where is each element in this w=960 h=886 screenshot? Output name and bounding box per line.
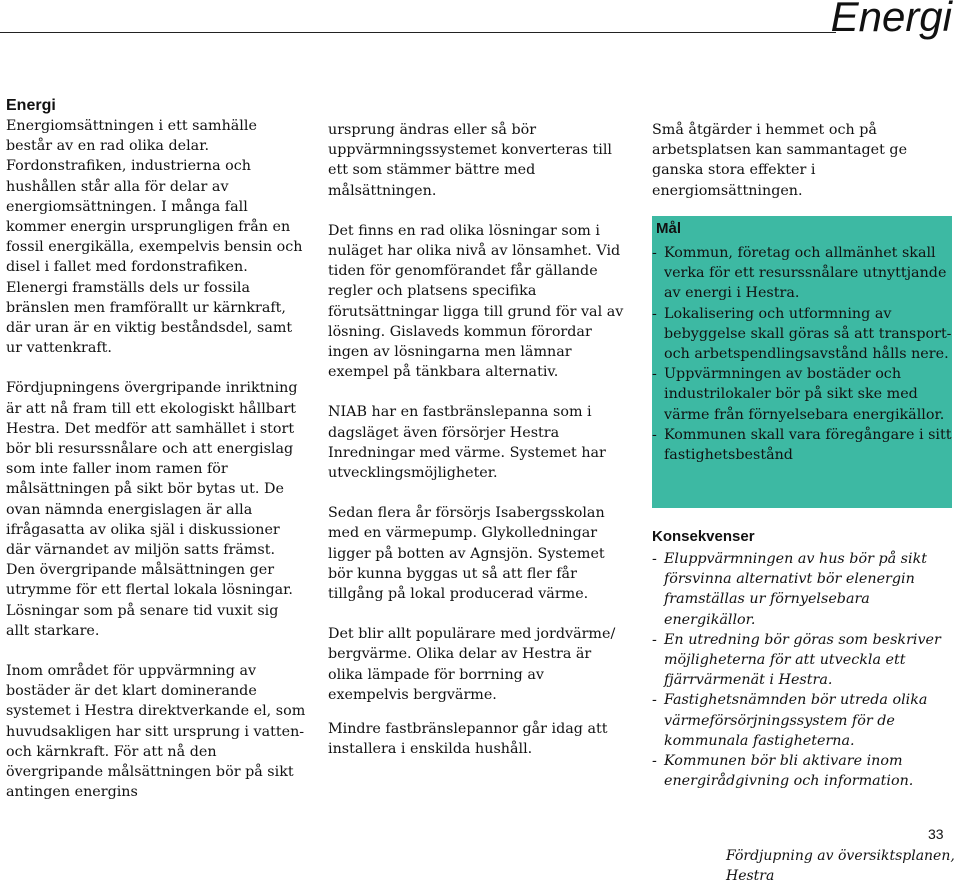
paragraph: Inom området för uppvärmning av bostäder är det klart dominerande systemet i Hestra direktverkande el, som huvudsakligen har sitt ursprung i vatten- och kärnkraft. För att nå den övergripande målsättningen bör på sikt antingen energins: [6, 663, 306, 801]
consequence-item: - Eluppvärmningen av hus bör på sikt försvinna alternativt bör elenergin framställas ur förnyelsebara energikällor.: [652, 551, 927, 628]
goal-item: - Uppvärmningen av bostäder och industrilokaler bör på sikt ske med värme från förnyelsebara energikällor.: [652, 366, 945, 423]
goals-list: [652, 243, 952, 465]
paragraph: Energiomsättningen i ett samhälle består av en rad olika delar. Fordonstrafiken, industrierna och hushållen står alla för delar av energiomsättningen. I många fall kommer energin ursprungligen från en fossil energikälla, exempelvis bensin och disel i fallet med fordonstrafiken. Elenergi framställs dels ur fossila bränslen men framförallt ur kärnkraft, där uran är en viktig beståndsdel, samt ur vattenkraft.: [6, 118, 303, 357]
page-title: Energi: [830, 0, 952, 40]
paragraph: Det finns en rad olika lösningar som i nuläget har olika nivå av lönsamhet. Vid tiden för genomförandet får gällande regler och platsens specifika förutsättningar ligga till grund för val av lösning. Gislaveds kommun förordar ingen av lösningarna men lämnar exempel på tänkbara alternativ.: [328, 222, 624, 381]
goals-heading: Mål: [656, 220, 682, 237]
header-rule: [0, 32, 836, 33]
consequence-item: - Fastighetsnämnden bör utreda olika värmeförsörjningssystem för de kommunala fastigheterna.: [652, 692, 928, 749]
goal-item: - Lokalisering och utformning av bebyggelse skall göras så att transport- och arbetspendlingsavstånd hålls nere.: [652, 305, 952, 363]
footer-caption: Fördjupning av översiktsplanen, Hestra: [726, 848, 955, 884]
section-heading: Energi: [6, 97, 56, 114]
column-2: [328, 120, 628, 759]
paragraph: Små åtgärder i hemmet och på arbetsplatsen kan sammantaget ge ganska stora effekter i energiomsättningen.: [652, 122, 908, 199]
paragraph: Fördjupningens övergripande inriktning är att nå fram till ett ekologiskt hållbart Hestra. Det medför att samhället i stort bör bli resurssnålare och att energislag som inte faller inom ramen för målsättningen på sikt bör bytas ut. De ovan nämnda energislagen är alla ifrågasatta av olika själ i diskussioner där värnandet av miljön satts främst. Den övergripande målsättningen ger utrymme för ett flertal lokala lösningar. Lösningar som på senare tid vuxit sig allt starkare.: [6, 380, 298, 639]
paragraph: Det blir allt populärare med jordvärme/ bergvärme. Olika delar av Hestra är olika lämpade för borrning av exempelvis bergvärme.: [328, 626, 616, 703]
goal-item: - Kommunen skall vara föregångare i sitt fastighetsbestånd: [652, 426, 952, 464]
page-number: 33: [928, 826, 944, 842]
paragraph: ursprung ändras eller så bör uppvärmningssystemet konverteras till ett som stämmer bättre med målsättningen.: [328, 122, 613, 199]
paragraph: Mindre fastbränslepannor går idag att installera i enskilda hushåll.: [328, 721, 608, 758]
goal-item: - Kommun, företag och allmänhet skall verka för ett resurssnålare utnyttjande av energi i Hestra.: [652, 245, 947, 302]
paragraph: Sedan flera år försörjs Isabergsskolan med en värmepump. Glykolledningar ligger på botten av Agnsjön. Systemet bör kunna byggas ut så att fler får tillgång på lokal producerad värme.: [328, 505, 605, 603]
column-3-intro: [652, 120, 954, 201]
consequence-item: - Kommunen bör bli aktivare inom energirådgivning och information.: [652, 753, 914, 790]
paragraph: NIAB har en fastbränslepanna som i dagsläget även försörjer Hestra Inredningar med värme. Systemet har utvecklingsmöjligheter.: [328, 404, 606, 482]
consequences-heading: Konsekvenser: [652, 528, 755, 545]
consequences-list: [652, 549, 954, 791]
column-1: [6, 96, 306, 803]
consequence-item: - En utredning bör göras som beskriver möjligheterna för att utveckla ett fjärrvärmenät i Hestra.: [652, 631, 941, 689]
